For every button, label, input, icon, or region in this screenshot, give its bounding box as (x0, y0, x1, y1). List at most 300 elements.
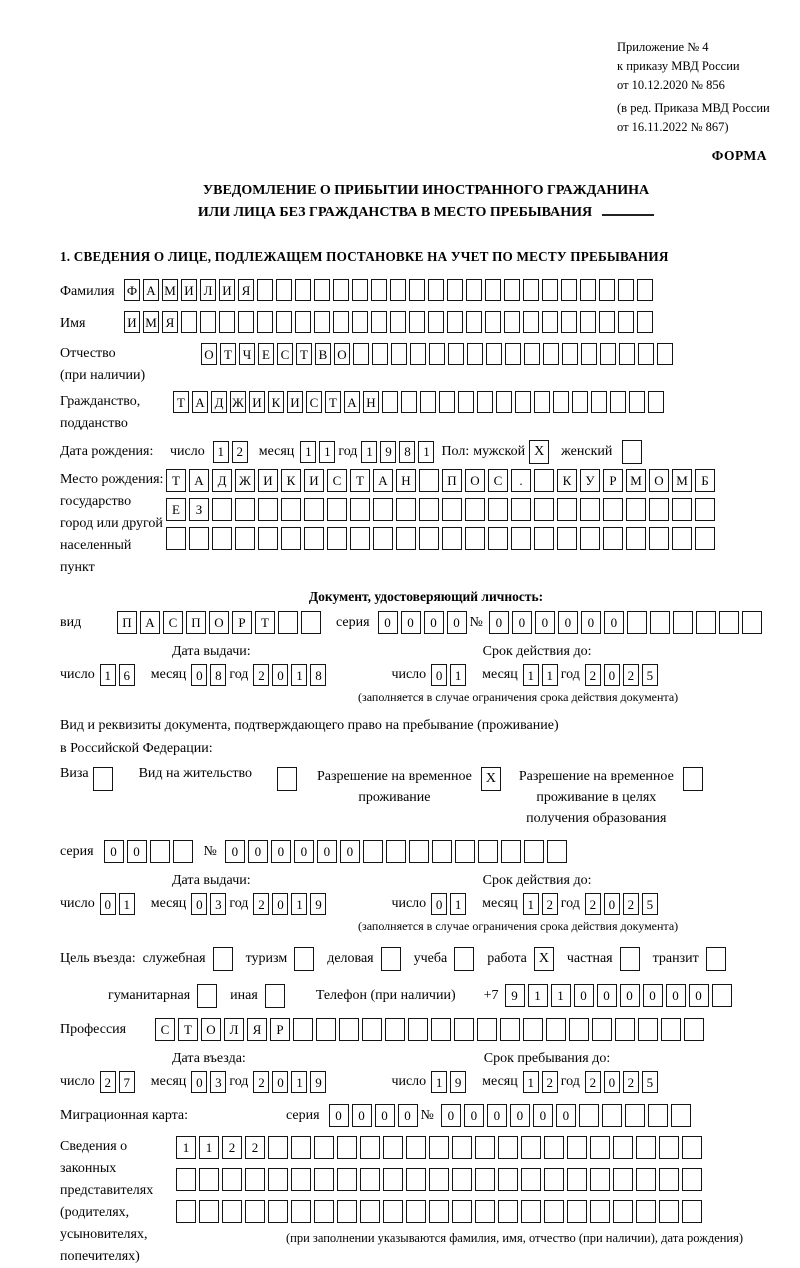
char-cell[interactable]: О (334, 343, 350, 365)
char-cell[interactable] (590, 1168, 610, 1191)
char-cell[interactable] (409, 840, 429, 863)
char-cell[interactable] (572, 391, 588, 413)
char-cell[interactable] (212, 498, 232, 521)
char-cell[interactable] (465, 527, 485, 550)
char-cell[interactable]: С (163, 611, 183, 634)
char-cell[interactable] (396, 498, 416, 521)
purpose-study-checkbox[interactable] (454, 947, 474, 971)
char-cell[interactable] (452, 1200, 472, 1223)
char-cell[interactable] (268, 1136, 288, 1159)
char-cell[interactable] (406, 1200, 426, 1223)
char-cell[interactable] (498, 1200, 518, 1223)
char-cell[interactable] (409, 311, 425, 333)
char-cell[interactable] (339, 1018, 359, 1041)
char-cell[interactable] (567, 1200, 587, 1223)
char-cell[interactable] (467, 343, 483, 365)
char-cell[interactable]: 1 (542, 664, 558, 686)
char-cell[interactable] (567, 1168, 587, 1191)
char-cell[interactable]: 0 (424, 611, 444, 634)
char-cell[interactable]: Т (255, 611, 275, 634)
char-cell[interactable]: Ф (124, 279, 140, 301)
char-cell[interactable]: С (306, 391, 322, 413)
char-cell[interactable]: . (511, 469, 531, 492)
char-cell[interactable] (682, 1136, 702, 1159)
char-cell[interactable] (719, 611, 739, 634)
char-cell[interactable]: 6 (119, 664, 135, 686)
char-cell[interactable] (419, 498, 439, 521)
char-cell[interactable] (561, 279, 577, 301)
char-cell[interactable] (181, 311, 197, 333)
char-cell[interactable] (682, 1200, 702, 1223)
char-cell[interactable] (488, 527, 508, 550)
char-cell[interactable]: 0 (352, 1104, 372, 1127)
char-cell[interactable]: 0 (401, 611, 421, 634)
char-cell[interactable] (557, 498, 577, 521)
char-cell[interactable] (466, 311, 482, 333)
char-cell[interactable] (385, 1018, 405, 1041)
char-cell[interactable]: И (181, 279, 197, 301)
char-cell[interactable] (401, 391, 417, 413)
char-cell[interactable]: 0 (191, 1071, 207, 1093)
char-cell[interactable]: 1 (300, 441, 316, 463)
char-cell[interactable]: С (488, 469, 508, 492)
char-cell[interactable] (337, 1168, 357, 1191)
char-cell[interactable] (293, 1018, 313, 1041)
char-cell[interactable] (429, 1200, 449, 1223)
char-cell[interactable] (486, 343, 502, 365)
char-cell[interactable]: Р (232, 611, 252, 634)
char-cell[interactable] (478, 840, 498, 863)
char-cell[interactable] (521, 1136, 541, 1159)
char-cell[interactable]: 0 (535, 611, 555, 634)
char-cell[interactable] (505, 343, 521, 365)
char-cell[interactable] (333, 279, 349, 301)
char-cell[interactable] (521, 1200, 541, 1223)
char-cell[interactable] (695, 498, 715, 521)
char-cell[interactable]: 1 (523, 664, 539, 686)
char-cell[interactable] (408, 1018, 428, 1041)
char-cell[interactable] (406, 1168, 426, 1191)
char-cell[interactable]: 2 (542, 1071, 558, 1093)
char-cell[interactable] (258, 527, 278, 550)
char-cell[interactable]: Б (695, 469, 715, 492)
char-cell[interactable] (603, 527, 623, 550)
char-cell[interactable] (521, 1168, 541, 1191)
char-cell[interactable] (672, 527, 692, 550)
char-cell[interactable] (496, 391, 512, 413)
char-cell[interactable] (304, 498, 324, 521)
char-cell[interactable] (659, 1200, 679, 1223)
char-cell[interactable] (391, 343, 407, 365)
char-cell[interactable]: И (287, 391, 303, 413)
char-cell[interactable] (475, 1136, 495, 1159)
char-cell[interactable] (301, 611, 321, 634)
char-cell[interactable] (659, 1168, 679, 1191)
char-cell[interactable]: К (268, 391, 284, 413)
char-cell[interactable]: 0 (340, 840, 360, 863)
char-cell[interactable]: 3 (210, 893, 226, 915)
char-cell[interactable] (276, 311, 292, 333)
char-cell[interactable] (199, 1168, 219, 1191)
char-cell[interactable] (360, 1168, 380, 1191)
char-cell[interactable] (176, 1168, 196, 1191)
char-cell[interactable] (212, 527, 232, 550)
char-cell[interactable]: 1 (119, 893, 135, 915)
char-cell[interactable] (580, 311, 596, 333)
char-cell[interactable]: 0 (431, 664, 447, 686)
char-cell[interactable] (314, 279, 330, 301)
char-cell[interactable]: 0 (558, 611, 578, 634)
char-cell[interactable] (579, 1104, 599, 1127)
char-cell[interactable]: Я (238, 279, 254, 301)
char-cell[interactable] (222, 1200, 242, 1223)
char-cell[interactable]: 0 (510, 1104, 530, 1127)
char-cell[interactable] (580, 527, 600, 550)
char-cell[interactable] (618, 311, 634, 333)
char-cell[interactable] (637, 311, 653, 333)
char-cell[interactable] (547, 840, 567, 863)
char-cell[interactable]: Я (247, 1018, 267, 1041)
char-cell[interactable]: 0 (225, 840, 245, 863)
char-cell[interactable]: 0 (248, 840, 268, 863)
visa-checkbox[interactable] (93, 767, 113, 791)
char-cell[interactable] (592, 1018, 612, 1041)
char-cell[interactable] (373, 498, 393, 521)
char-cell[interactable] (281, 498, 301, 521)
char-cell[interactable]: 0 (375, 1104, 395, 1127)
char-cell[interactable] (258, 498, 278, 521)
char-cell[interactable]: 0 (271, 840, 291, 863)
char-cell[interactable] (580, 498, 600, 521)
char-cell[interactable] (409, 279, 425, 301)
char-cell[interactable]: С (277, 343, 293, 365)
char-cell[interactable]: 1 (291, 664, 307, 686)
char-cell[interactable] (352, 279, 368, 301)
char-cell[interactable]: 0 (191, 664, 207, 686)
char-cell[interactable] (524, 343, 540, 365)
char-cell[interactable]: Ж (230, 391, 246, 413)
char-cell[interactable]: О (201, 1018, 221, 1041)
char-cell[interactable] (511, 527, 531, 550)
char-cell[interactable] (447, 279, 463, 301)
char-cell[interactable]: А (192, 391, 208, 413)
char-cell[interactable]: М (162, 279, 178, 301)
char-cell[interactable]: Ч (239, 343, 255, 365)
char-cell[interactable]: С (155, 1018, 175, 1041)
char-cell[interactable]: 0 (398, 1104, 418, 1127)
char-cell[interactable] (337, 1200, 357, 1223)
temp-permit-checkbox[interactable]: X (481, 767, 501, 791)
char-cell[interactable]: 0 (272, 1071, 288, 1093)
char-cell[interactable]: 7 (119, 1071, 135, 1093)
char-cell[interactable]: 3 (210, 1071, 226, 1093)
char-cell[interactable]: Ж (235, 469, 255, 492)
char-cell[interactable] (504, 311, 520, 333)
char-cell[interactable] (475, 1200, 495, 1223)
char-cell[interactable] (295, 279, 311, 301)
char-cell[interactable] (439, 391, 455, 413)
char-cell[interactable]: 1 (418, 441, 434, 463)
char-cell[interactable] (396, 527, 416, 550)
char-cell[interactable] (291, 1136, 311, 1159)
char-cell[interactable] (352, 311, 368, 333)
char-cell[interactable]: 2 (542, 893, 558, 915)
char-cell[interactable] (295, 311, 311, 333)
char-cell[interactable]: 1 (319, 441, 335, 463)
char-cell[interactable] (659, 1136, 679, 1159)
char-cell[interactable] (245, 1200, 265, 1223)
char-cell[interactable]: 1 (523, 1071, 539, 1093)
char-cell[interactable]: Л (200, 279, 216, 301)
char-cell[interactable]: 0 (431, 893, 447, 915)
char-cell[interactable] (500, 1018, 520, 1041)
char-cell[interactable]: 0 (620, 984, 640, 1007)
char-cell[interactable] (257, 279, 273, 301)
char-cell[interactable]: 0 (317, 840, 337, 863)
char-cell[interactable]: Т (296, 343, 312, 365)
char-cell[interactable] (542, 311, 558, 333)
char-cell[interactable]: 0 (447, 611, 467, 634)
char-cell[interactable]: 1 (213, 441, 229, 463)
char-cell[interactable] (619, 343, 635, 365)
char-cell[interactable] (166, 527, 186, 550)
char-cell[interactable]: А (344, 391, 360, 413)
char-cell[interactable]: 1 (450, 893, 466, 915)
char-cell[interactable]: 0 (604, 1071, 620, 1093)
char-cell[interactable] (504, 279, 520, 301)
char-cell[interactable] (189, 527, 209, 550)
char-cell[interactable] (498, 1168, 518, 1191)
char-cell[interactable] (544, 1200, 564, 1223)
char-cell[interactable]: Н (396, 469, 416, 492)
char-cell[interactable]: Т (325, 391, 341, 413)
char-cell[interactable]: 0 (604, 611, 624, 634)
char-cell[interactable] (629, 391, 645, 413)
char-cell[interactable] (567, 1136, 587, 1159)
char-cell[interactable] (649, 498, 669, 521)
char-cell[interactable]: У (580, 469, 600, 492)
purpose-transit-checkbox[interactable] (706, 947, 726, 971)
char-cell[interactable]: В (315, 343, 331, 365)
char-cell[interactable] (199, 1200, 219, 1223)
char-cell[interactable]: 0 (666, 984, 686, 1007)
char-cell[interactable]: Д (212, 469, 232, 492)
char-cell[interactable]: 2 (585, 664, 601, 686)
char-cell[interactable] (618, 279, 634, 301)
char-cell[interactable]: 1 (199, 1136, 219, 1159)
char-cell[interactable] (442, 527, 462, 550)
char-cell[interactable]: 0 (604, 893, 620, 915)
char-cell[interactable]: О (201, 343, 217, 365)
char-cell[interactable]: 0 (127, 840, 147, 863)
char-cell[interactable]: Р (603, 469, 623, 492)
char-cell[interactable] (419, 469, 439, 492)
char-cell[interactable]: 9 (505, 984, 525, 1007)
char-cell[interactable] (485, 279, 501, 301)
char-cell[interactable] (569, 1018, 589, 1041)
sex-male-checkbox[interactable]: X (529, 440, 549, 464)
char-cell[interactable]: О (649, 469, 669, 492)
char-cell[interactable] (245, 1168, 265, 1191)
char-cell[interactable] (523, 311, 539, 333)
char-cell[interactable] (432, 840, 452, 863)
char-cell[interactable] (581, 343, 597, 365)
char-cell[interactable] (627, 611, 647, 634)
char-cell[interactable] (382, 391, 398, 413)
char-cell[interactable]: Р (270, 1018, 290, 1041)
char-cell[interactable]: 0 (272, 893, 288, 915)
char-cell[interactable] (291, 1200, 311, 1223)
char-cell[interactable]: 2 (623, 893, 639, 915)
char-cell[interactable]: 9 (310, 893, 326, 915)
char-cell[interactable] (672, 498, 692, 521)
char-cell[interactable]: 0 (272, 664, 288, 686)
char-cell[interactable]: 0 (604, 664, 620, 686)
char-cell[interactable]: 0 (294, 840, 314, 863)
char-cell[interactable] (546, 1018, 566, 1041)
char-cell[interactable]: 0 (597, 984, 617, 1007)
char-cell[interactable] (602, 1104, 622, 1127)
char-cell[interactable] (534, 498, 554, 521)
char-cell[interactable] (235, 498, 255, 521)
char-cell[interactable] (534, 527, 554, 550)
char-cell[interactable]: К (281, 469, 301, 492)
char-cell[interactable] (428, 279, 444, 301)
char-cell[interactable] (638, 343, 654, 365)
char-cell[interactable]: П (186, 611, 206, 634)
purpose-work-checkbox[interactable]: X (534, 947, 554, 971)
char-cell[interactable] (238, 311, 254, 333)
char-cell[interactable] (383, 1168, 403, 1191)
char-cell[interactable]: Л (224, 1018, 244, 1041)
char-cell[interactable] (544, 1168, 564, 1191)
char-cell[interactable] (648, 391, 664, 413)
char-cell[interactable]: 0 (100, 893, 116, 915)
char-cell[interactable]: 1 (291, 893, 307, 915)
char-cell[interactable]: 0 (378, 611, 398, 634)
char-cell[interactable]: 1 (100, 664, 116, 686)
char-cell[interactable] (337, 1136, 357, 1159)
char-cell[interactable] (523, 279, 539, 301)
char-cell[interactable]: Т (178, 1018, 198, 1041)
char-cell[interactable]: 8 (399, 441, 415, 463)
char-cell[interactable] (314, 1136, 334, 1159)
char-cell[interactable]: А (143, 279, 159, 301)
char-cell[interactable]: 9 (380, 441, 396, 463)
char-cell[interactable] (452, 1168, 472, 1191)
char-cell[interactable] (523, 1018, 543, 1041)
char-cell[interactable]: Т (350, 469, 370, 492)
char-cell[interactable] (637, 279, 653, 301)
char-cell[interactable] (327, 498, 347, 521)
char-cell[interactable] (281, 527, 301, 550)
char-cell[interactable]: 5 (642, 664, 658, 686)
char-cell[interactable] (150, 840, 170, 863)
char-cell[interactable] (682, 1168, 702, 1191)
char-cell[interactable]: И (124, 311, 140, 333)
char-cell[interactable] (420, 391, 436, 413)
char-cell[interactable] (712, 984, 732, 1007)
char-cell[interactable] (454, 1018, 474, 1041)
char-cell[interactable]: Е (166, 498, 186, 521)
char-cell[interactable] (613, 1168, 633, 1191)
char-cell[interactable] (350, 527, 370, 550)
char-cell[interactable]: 1 (291, 1071, 307, 1093)
char-cell[interactable]: 1 (361, 441, 377, 463)
char-cell[interactable]: 0 (487, 1104, 507, 1127)
char-cell[interactable] (590, 1136, 610, 1159)
char-cell[interactable]: К (557, 469, 577, 492)
char-cell[interactable] (372, 343, 388, 365)
char-cell[interactable]: П (442, 469, 462, 492)
char-cell[interactable] (636, 1168, 656, 1191)
char-cell[interactable]: А (189, 469, 209, 492)
char-cell[interactable] (268, 1168, 288, 1191)
char-cell[interactable] (534, 391, 550, 413)
char-cell[interactable]: 8 (310, 664, 326, 686)
char-cell[interactable] (383, 1200, 403, 1223)
char-cell[interactable] (429, 1168, 449, 1191)
char-cell[interactable]: З (189, 498, 209, 521)
char-cell[interactable] (173, 840, 193, 863)
char-cell[interactable]: 2 (623, 664, 639, 686)
char-cell[interactable]: 9 (310, 1071, 326, 1093)
char-cell[interactable] (406, 1136, 426, 1159)
char-cell[interactable]: Д (211, 391, 227, 413)
char-cell[interactable] (350, 498, 370, 521)
char-cell[interactable] (562, 343, 578, 365)
char-cell[interactable]: 1 (528, 984, 548, 1007)
char-cell[interactable] (542, 279, 558, 301)
char-cell[interactable] (696, 611, 716, 634)
char-cell[interactable] (553, 391, 569, 413)
char-cell[interactable] (390, 279, 406, 301)
char-cell[interactable] (626, 527, 646, 550)
char-cell[interactable] (580, 279, 596, 301)
char-cell[interactable] (386, 840, 406, 863)
char-cell[interactable] (626, 498, 646, 521)
char-cell[interactable]: 2 (245, 1136, 265, 1159)
char-cell[interactable]: 0 (556, 1104, 576, 1127)
char-cell[interactable] (610, 391, 626, 413)
char-cell[interactable] (695, 527, 715, 550)
char-cell[interactable] (603, 498, 623, 521)
char-cell[interactable]: 1 (450, 664, 466, 686)
char-cell[interactable] (590, 1200, 610, 1223)
char-cell[interactable] (448, 343, 464, 365)
char-cell[interactable] (477, 391, 493, 413)
char-cell[interactable] (648, 1104, 668, 1127)
char-cell[interactable] (543, 343, 559, 365)
char-cell[interactable] (316, 1018, 336, 1041)
char-cell[interactable]: Т (220, 343, 236, 365)
purpose-commercial-checkbox[interactable] (381, 947, 401, 971)
char-cell[interactable] (673, 611, 693, 634)
char-cell[interactable]: И (258, 469, 278, 492)
char-cell[interactable] (511, 498, 531, 521)
char-cell[interactable] (615, 1018, 635, 1041)
char-cell[interactable] (485, 311, 501, 333)
char-cell[interactable]: Я (162, 311, 178, 333)
char-cell[interactable] (599, 311, 615, 333)
char-cell[interactable] (429, 1136, 449, 1159)
char-cell[interactable] (431, 1018, 451, 1041)
char-cell[interactable] (661, 1018, 681, 1041)
char-cell[interactable]: 2 (253, 1071, 269, 1093)
char-cell[interactable] (447, 311, 463, 333)
char-cell[interactable] (429, 343, 445, 365)
char-cell[interactable] (257, 311, 273, 333)
